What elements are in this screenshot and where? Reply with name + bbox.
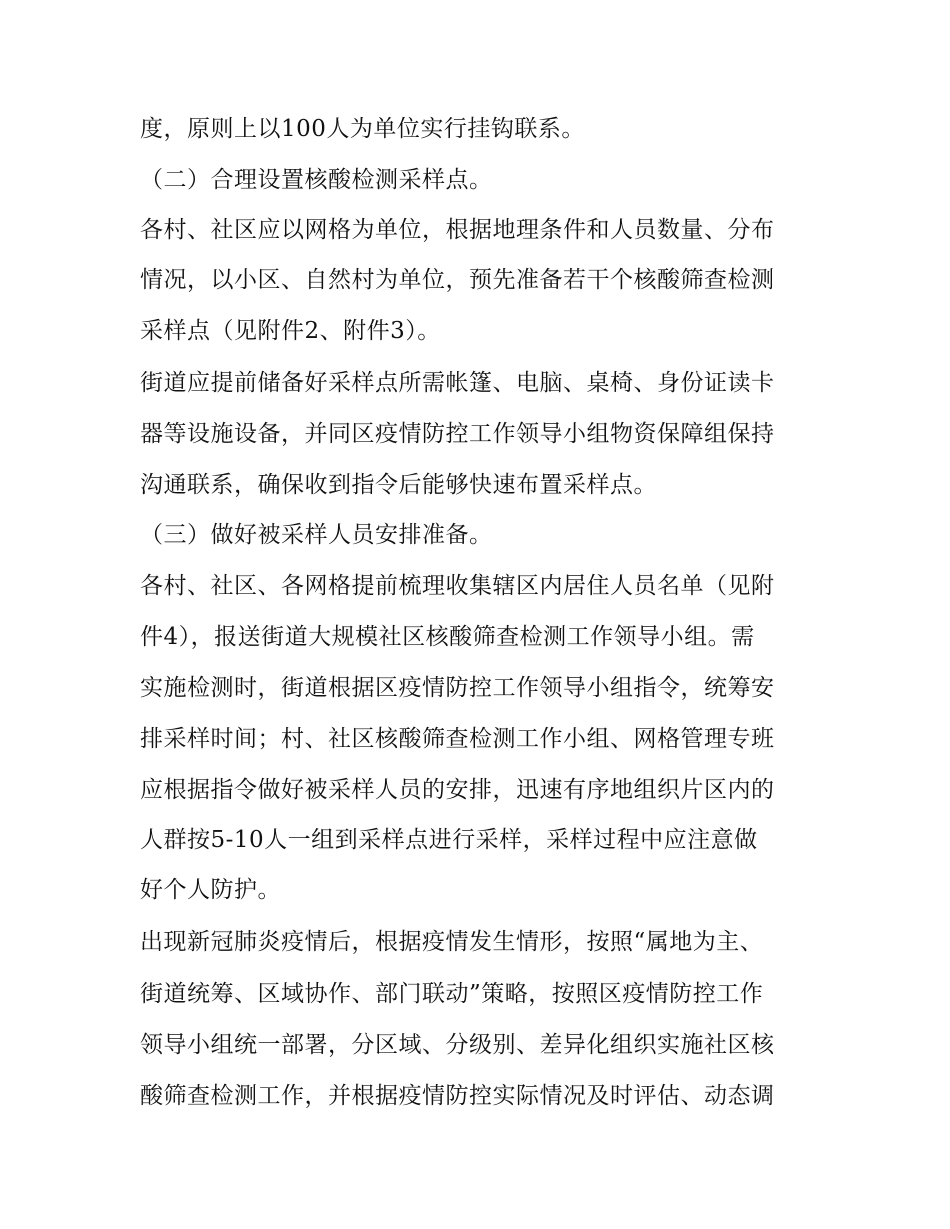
- text-line: 领导小组统一部署，分区域、分级别、差异化组织实施社区核: [140, 1032, 775, 1058]
- text-line: 酸筛查检测工作，并根据疫情防控实际情况及时评估、动态调: [140, 1083, 775, 1109]
- section-heading: （三）做好被采样人员安排准备。: [140, 522, 493, 548]
- text-line: 实施检测时，街道根据区疫情防控工作领导小组指令，统筹安: [140, 675, 775, 701]
- text-line: 情况，以小区、自然村为单位，预先准备若干个核酸筛查检测: [140, 267, 775, 293]
- text-line: 街道统筹、区域协作、部门联动”策略，按照区疫情防控工作: [140, 981, 764, 1007]
- text-line: 件4），报送街道大规模社区核酸筛查检测工作领导小组。需: [140, 624, 755, 650]
- text-line: 器等设施设备，并同区疫情防控工作领导小组物资保障组保持: [140, 421, 775, 447]
- text-line: 采样点（见附件2、附件3）。: [140, 318, 441, 344]
- text-line: 好个人防护。: [140, 877, 281, 903]
- text-line: 度，原则上以100人为单位实行挂钩联系。: [140, 116, 585, 142]
- text-line: 街道应提前储备好采样点所需帐篷、电脑、桌椅、身份证读卡: [140, 370, 775, 396]
- text-line: 应根据指令做好被采样人员的安排，迅速有序地组织片区内的: [140, 777, 775, 803]
- text-line: 排采样时间；村、社区核酸筛查检测工作小组、网格管理专班: [140, 726, 775, 752]
- text-line: 各村、社区、各网格提前梳理收集辖区内居住人员名单（见附: [140, 573, 775, 599]
- section-heading: （二）合理设置核酸检测采样点。: [140, 167, 493, 193]
- text-line: 沟通联系，确保收到指令后能够快速布置采样点。: [140, 472, 657, 498]
- text-line: 人群按5-10人一组到采样点进行采样，采样过程中应注意做: [140, 827, 758, 853]
- text-line: 出现新冠肺炎疫情后，根据疫情发生情形，按照“属地为主、: [140, 929, 764, 955]
- text-line: 各村、社区应以网格为单位，根据地理条件和人员数量、分布: [140, 217, 775, 243]
